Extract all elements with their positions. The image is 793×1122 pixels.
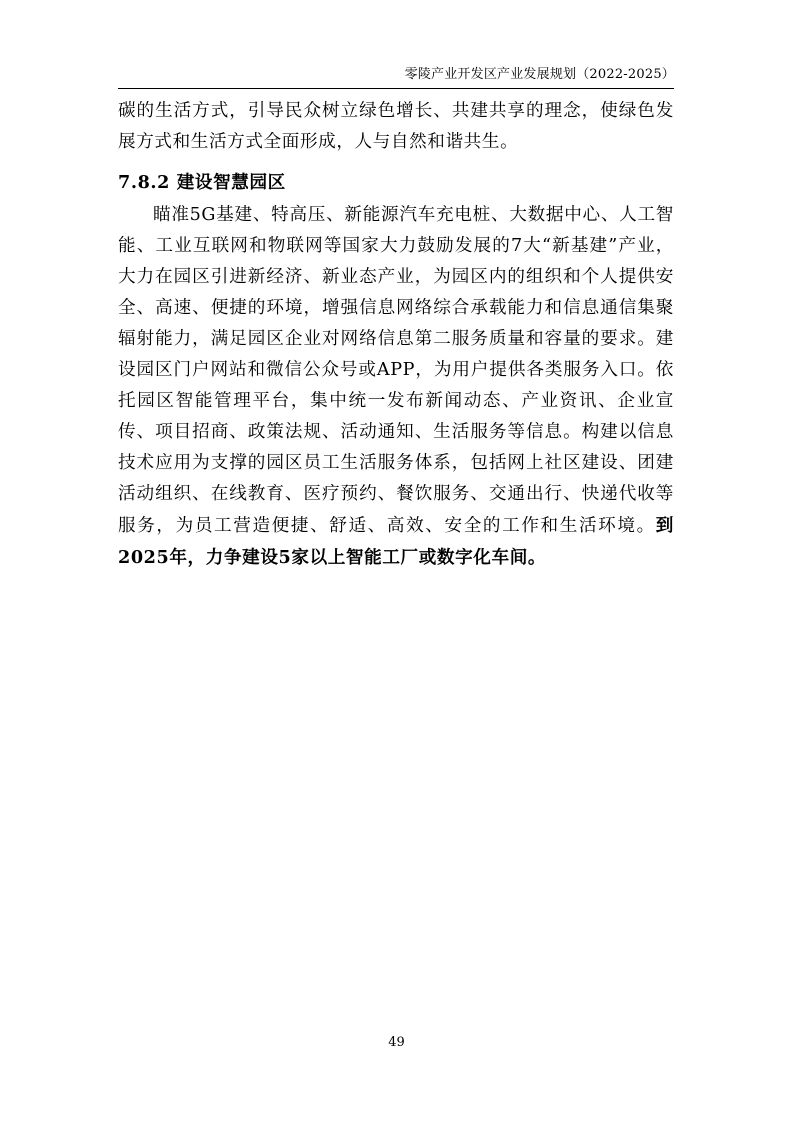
- page-number: 49: [388, 1035, 405, 1050]
- continued-paragraph: 碳的生活方式，引导民众树立绿色增长、共建共享的理念，使绿色发展方式和生活方式全面形成，人与自然和谐共生。: [118, 101, 674, 152]
- header-divider: [118, 88, 674, 89]
- section-heading: 7.8.2 建设智慧园区: [118, 172, 286, 193]
- main-paragraph: [118, 200, 674, 574]
- main-paragraph-bold-conclusion: 到2025年，力争建设5家以上智能工厂或数字化车间。: [118, 515, 674, 568]
- main-paragraph-text: 瞄准5G基建、特高压、新能源汽车充电桩、大数据中心、人工智能、工业互联网和物联网等国家大力鼓励发展的7大“新基建”产业，大力在园区引进新经济、新业态产业，为园区内的组织和个人提供安全、高速、便捷的环境，增强信息网络综合承载能力和信息通信集聚辐射能力，满足园区企业对网络信息第二服务质量和容量的要求。建设园区门户网站和微信公众号或APP，为用户提供各类服务入口。依托园区智能管理平台，集中统一发布新闻动态、产业资讯、企业宣传、项目招商、政策法规、活动通知、生活服务等信息。构建以信息技术应用为支撑的园区员工生活服务体系，包括网上社区建设、团建活动组织、在线教育、医疗预约、餐饮服务、交通出行、快递代收等服务，为员工营造便捷、舒适、高效、安全的工作和生活环境。: [118, 205, 674, 536]
- running-header-title: 零陵产业开发区产业发展规划（2022-2025）: [404, 67, 675, 82]
